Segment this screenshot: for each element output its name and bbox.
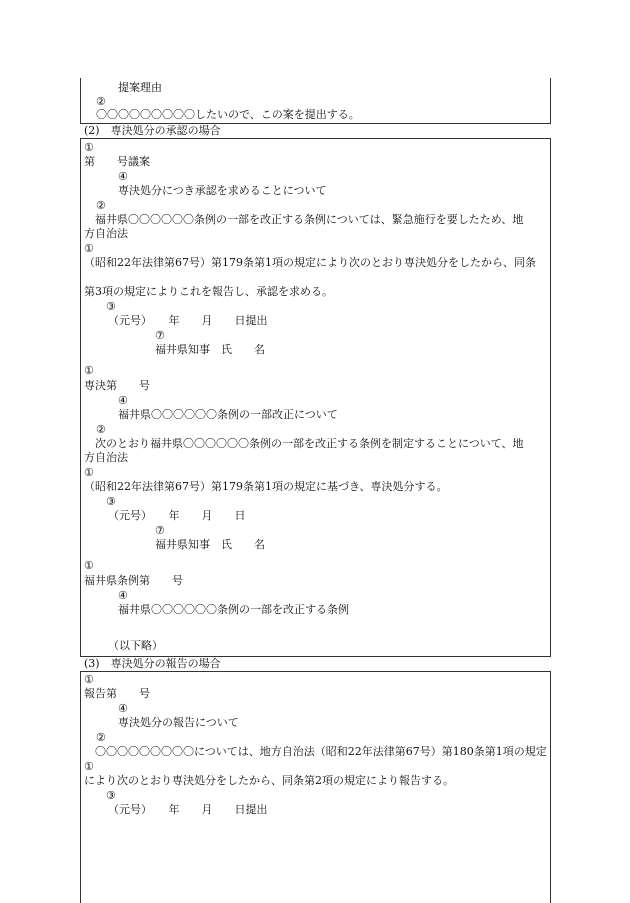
marker: ④ (118, 702, 128, 715)
body-text: により次のとおり専決処分をしたから、同条第2項の規定により報告する。 (84, 774, 454, 787)
marker: ④ (118, 170, 128, 183)
marker: ② (96, 199, 106, 212)
report-number: 報告第 号 (84, 687, 150, 700)
decision-title: 福井県〇〇〇〇〇〇条例の一部改正について (118, 408, 338, 421)
marker: ① (84, 559, 94, 572)
marker: ③ (106, 495, 116, 508)
body-text: 方自治法 (84, 451, 128, 464)
body-text: （昭和22年法律第67号）第179条第1項の規定により次のとおり専決処分をしたから、同条 (84, 256, 536, 269)
marker: ① (84, 141, 94, 154)
bill-number: 第 号議案 (84, 155, 150, 168)
body-text: 方自治法 (84, 227, 128, 240)
date-line: （元号） 年 月 日提出 (108, 314, 268, 327)
decision-number: 専決第 号 (84, 379, 150, 392)
body-text: 次のとおり福井県〇〇〇〇〇〇条例の一部を改正する条例を制定することについて、地 (84, 437, 524, 450)
marker: ① (84, 760, 94, 773)
marker: ④ (118, 394, 128, 407)
body-text: 〇〇〇〇〇〇〇〇〇については、地方自治法（昭和22年法律第67号）第180条第1項の規定 (84, 745, 547, 758)
marker: ① (84, 242, 94, 255)
marker: ⑦ (155, 524, 165, 537)
report-title: 専決処分の報告について (118, 716, 239, 729)
marker: ③ (106, 300, 116, 313)
marker: ① (84, 466, 94, 479)
marker: ② (96, 423, 106, 436)
marker: ① (84, 364, 94, 377)
body-text: （昭和22年法律第67号）第179条第1項の規定に基づき、専決処分する。 (84, 480, 448, 493)
section3-heading: (3) 専決処分の報告の場合 (84, 657, 221, 670)
marker: ① (84, 673, 94, 686)
date-line: （元号） 年 月 日提出 (108, 803, 268, 816)
ordinance-number: 福井県条例第 号 (84, 574, 183, 587)
governor-signature: 福井県知事 氏 名 (155, 343, 265, 356)
governor-signature: 福井県知事 氏 名 (155, 538, 265, 551)
bill-title: 専決処分につき承認を求めることについて (118, 184, 327, 197)
marker: ② (96, 95, 106, 108)
body-text: 福井県〇〇〇〇〇〇条例の一部を改正する条例については、緊急施行を要したため、地 (84, 213, 524, 226)
marker: ⑦ (155, 329, 165, 342)
marker: ② (96, 731, 106, 744)
ordinance-title: 福井県〇〇〇〇〇〇条例の一部を改正する条例 (118, 603, 349, 616)
omitted-note: （以下略） (108, 639, 163, 652)
proposal-reason-text: 〇〇〇〇〇〇〇〇〇したいので、この案を提出する。 (96, 108, 360, 121)
proposal-reason-label: 提案理由 (118, 81, 162, 94)
marker: ③ (106, 789, 116, 802)
date-line: （元号） 年 月 日 (108, 509, 246, 522)
section2-heading: (2) 専決処分の承認の場合 (84, 124, 221, 137)
body-text: 第3項の規定によりこれを報告し、承認を求める。 (84, 285, 333, 298)
marker: ④ (118, 589, 128, 602)
